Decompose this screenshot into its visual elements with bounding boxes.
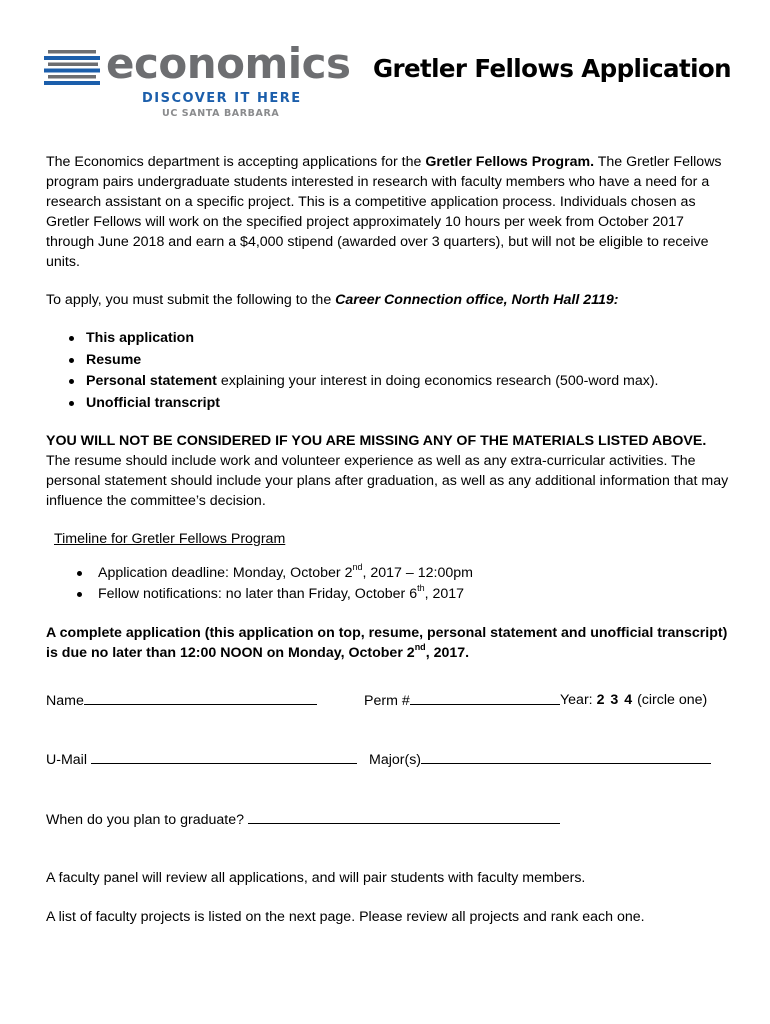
- logo-university: UC SANTA BARBARA: [162, 108, 280, 119]
- timeline-heading: Timeline for Gretler Fellows Program: [54, 531, 286, 547]
- deadline-text: A complete application (this application on top, resume, personal statement and unofficial transcript) is due no later than 12:00 NOON on Monday, October 2: [46, 625, 728, 661]
- timeline-list: [46, 563, 646, 605]
- material-label: Unofficial transcript: [86, 394, 221, 411]
- list-item: [46, 393, 726, 415]
- graduation-label: When do you plan to graduate?: [46, 812, 248, 828]
- year-options[interactable]: 2 3 4: [596, 692, 634, 708]
- year-hint: (circle one): [633, 692, 708, 708]
- office-location: Career Connection office, North Hall 2119:: [335, 292, 619, 308]
- name-label: Name: [46, 693, 84, 709]
- apply-lead: To apply, you must submit the following to the: [46, 292, 336, 308]
- materials-list: [46, 328, 726, 414]
- ordinal-suffix: nd: [414, 642, 426, 653]
- apply-instructions: [46, 290, 731, 310]
- panel-note: A faculty panel will review all applications, and will pair students with faculty members.: [46, 870, 586, 886]
- intro-text-b: The Gretler Fellows program pairs undergraduate students interested in research with faculty members who have a need for a research assistant on a specific project. This is a competitive application process. Individuals chosen as Gretler Fellows will work on the specified project approximately 10 hours per week from October 2017 through June 2018 and earn a $4,000 stipend (awarded over 3 quarters), but will not be eligible to receive units.: [46, 154, 722, 270]
- deadline-notice: [46, 623, 731, 663]
- list-item: [46, 371, 726, 393]
- intro-paragraph: [46, 152, 731, 272]
- material-label: Personal statement: [86, 373, 217, 389]
- program-name: Gretler Fellows Program.: [425, 154, 595, 170]
- name-field[interactable]: [84, 690, 317, 705]
- list-item: [46, 328, 726, 350]
- list-item: [46, 350, 726, 372]
- perm-field[interactable]: [410, 690, 560, 705]
- timeline-text: , 2017: [424, 586, 465, 602]
- logo-tagline: DISCOVER IT HERE: [142, 91, 302, 106]
- year-label: Year:: [560, 692, 597, 708]
- major-label: Major(s): [369, 752, 422, 768]
- timeline-text: Application deadline: Monday, October 2: [98, 565, 353, 581]
- perm-group: [364, 690, 560, 711]
- list-item: [46, 584, 646, 605]
- warning-caps: YOU WILL NOT BE CONSIDERED IF YOU ARE MISSING ANY OF THE MATERIALS LISTED ABOVE.: [46, 433, 707, 449]
- graduation-row: [46, 809, 560, 830]
- material-label: Resume: [86, 351, 142, 368]
- economics-logo: [44, 39, 351, 124]
- major-field[interactable]: [421, 749, 711, 764]
- year-group: [560, 690, 707, 710]
- logo-wordmark: economics: [106, 39, 351, 88]
- faculty-projects-note: A list of faculty projects is listed on the next page. Please review all projects and rank each one.: [46, 909, 645, 925]
- material-label: This application: [86, 330, 194, 346]
- umail-label: U-Mail: [46, 752, 91, 768]
- timeline-text: , 2017 – 12:00pm: [362, 565, 473, 581]
- timeline-text: Fellow notifications: no later than Friday, October 6: [98, 586, 418, 602]
- perm-label: Perm #: [364, 693, 410, 709]
- name-perm-year-row: [46, 690, 736, 711]
- list-item: [46, 563, 646, 584]
- warning-detail: The resume should include work and volunteer experience as well as any extra-curricular activities. The personal statement should include your plans after graduation, as well as any additional information that may influence the committee’s decision.: [46, 453, 729, 509]
- deadline-text: , 2017.: [425, 645, 470, 661]
- major-group: [369, 749, 711, 770]
- intro-text-a: The Economics department is accepting applications for the: [46, 154, 426, 170]
- umail-major-row: [46, 749, 736, 770]
- ordinal-suffix: th: [417, 583, 425, 594]
- material-detail: explaining your interest in doing economics research (500-word max).: [216, 373, 659, 389]
- missing-materials-warning: [46, 431, 731, 511]
- logo-bars-icon: [44, 50, 100, 90]
- page-title: Gretler Fellows Application: [373, 54, 731, 83]
- umail-field[interactable]: [91, 749, 357, 764]
- graduation-field[interactable]: [248, 809, 560, 824]
- ordinal-suffix: nd: [352, 562, 363, 573]
